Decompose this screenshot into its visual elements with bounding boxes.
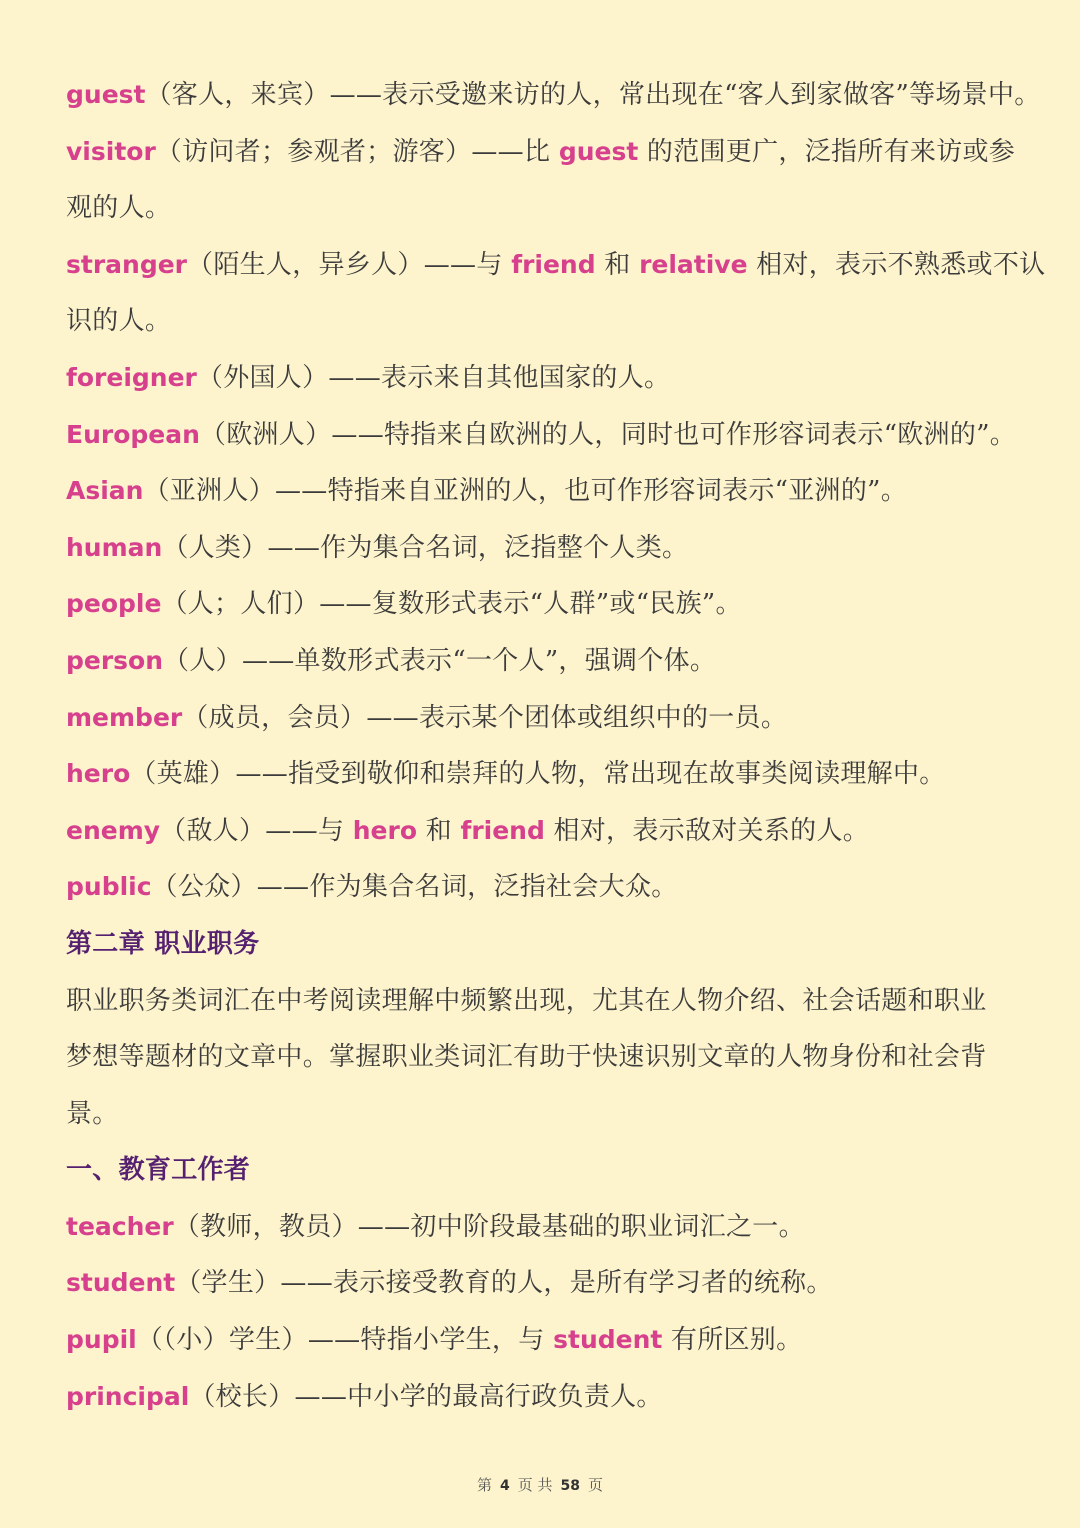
chapter-title: 第二章 职业职务 xyxy=(66,928,260,959)
definition: （访问者；参观者；游客）——比 xyxy=(155,136,559,167)
vocab-entry-guest xyxy=(66,67,1041,124)
page-footer xyxy=(0,1474,1080,1495)
vocab-entry-stranger-cont: 识的人。 xyxy=(66,306,172,337)
definition: （公众）——作为集合名词，泛指社会大众。 xyxy=(151,872,678,903)
vocab-entry-visitor xyxy=(66,124,1018,181)
definition: （（小）学生）——特指小学生，与 xyxy=(136,1325,554,1356)
definition: （人）——单数形式表示“一个人”，强调个体。 xyxy=(163,645,717,676)
document-body xyxy=(66,67,1046,1425)
vocab-entry-person xyxy=(66,633,1018,690)
footer-suffix: 页 xyxy=(588,1476,604,1494)
vocab-entry-human xyxy=(66,520,1018,577)
keyword: Asian xyxy=(66,476,144,506)
keyword: hero xyxy=(66,759,131,789)
vocab-entry-pupil xyxy=(66,1312,1018,1369)
intro-paragraph-line: 职业职务类词汇在中考阅读理解中频繁出现，尤其在人物介绍、社会话题和职业 xyxy=(66,985,987,1016)
definition: （亚洲人）——特指来自亚洲的人，也可作形容词表示“亚洲的”。 xyxy=(143,476,908,507)
definition: （教师，教员）——初中阶段最基础的职业词汇之一。 xyxy=(173,1211,805,1242)
definition: 有所区别。 xyxy=(662,1325,803,1356)
intro-paragraph-line: 梦想等题材的文章中。掌握职业类词汇有助于快速识别文章的人物身份和社会背 xyxy=(66,1042,987,1073)
keyword: human xyxy=(66,532,163,562)
vocab-entry-principal xyxy=(66,1369,1018,1426)
keyword: pupil xyxy=(66,1325,137,1355)
current-page-number: 4 xyxy=(499,1478,510,1494)
definition: （外国人）——表示来自其他国家的人。 xyxy=(196,362,671,393)
definition: 相对，表示敌对关系的人。 xyxy=(544,815,870,846)
keyword: principal xyxy=(66,1381,190,1411)
keyword: friend xyxy=(460,815,545,845)
keyword: stranger xyxy=(66,249,188,279)
section-title: 一、教育工作者 xyxy=(66,1155,251,1186)
keyword: people xyxy=(66,589,162,619)
keyword: relative xyxy=(639,249,748,279)
vocab-entry-member xyxy=(66,690,1018,747)
vocab-entry-people xyxy=(66,576,1018,633)
definition: （学生）——表示接受教育的人，是所有学习者的统称。 xyxy=(175,1268,833,1299)
definition: 和 xyxy=(417,815,461,846)
vocab-entry-visitor-cont: 观的人。 xyxy=(66,193,172,224)
keyword: teacher xyxy=(66,1211,174,1241)
keyword: friend xyxy=(511,249,596,279)
definition: （校长）——中小学的最高行政负责人。 xyxy=(189,1381,663,1412)
keyword: hero xyxy=(352,815,417,845)
keyword: student xyxy=(553,1325,663,1355)
vocab-entry-student xyxy=(66,1255,1018,1312)
keyword: guest xyxy=(66,80,146,109)
definition: （欧洲人）——特指来自欧洲的人，同时也可作形容词表示“欧洲的”。 xyxy=(199,419,1017,450)
vocab-entry-hero xyxy=(66,746,1018,803)
definition: 的范围更广，泛指所有来访或参 xyxy=(638,136,1016,167)
keyword: foreigner xyxy=(66,362,197,392)
intro-paragraph-line: 景。 xyxy=(66,1098,119,1129)
vocab-entry-public xyxy=(66,859,1018,916)
definition: 相对，表示不熟悉或不认 xyxy=(747,249,1046,280)
vocab-entry-enemy xyxy=(66,803,1018,860)
vocab-entry-european xyxy=(66,407,1018,464)
footer-middle: 页 共 xyxy=(517,1476,553,1494)
total-page-count: 58 xyxy=(560,1478,580,1494)
vocab-entry-teacher xyxy=(66,1199,1018,1256)
keyword: enemy xyxy=(66,815,161,845)
keyword: student xyxy=(66,1268,176,1298)
definition: （客人，来宾）——表示受邀来访的人，常出现在“客人到家做客”等场景中。 xyxy=(145,80,1041,110)
definition: （敌人）——与 xyxy=(160,815,353,846)
definition: （成员，会员）——表示某个团体或组织中的一员。 xyxy=(182,702,788,733)
definition: （英雄）——指受到敬仰和崇拜的人物，常出现在故事类阅读理解中。 xyxy=(130,759,946,790)
vocab-entry-foreigner xyxy=(66,350,1018,407)
definition: 和 xyxy=(595,249,640,280)
keyword: public xyxy=(66,872,152,902)
definition: （陌生人，异乡人）——与 xyxy=(187,249,512,280)
vocab-entry-stranger xyxy=(66,237,1046,294)
keyword: member xyxy=(66,702,183,732)
definition: （人；人们）——复数形式表示“人群”或“民族”。 xyxy=(161,589,742,620)
footer-prefix: 第 xyxy=(476,1476,492,1494)
keyword: European xyxy=(66,419,200,449)
keyword: guest xyxy=(558,136,639,166)
definition: （人类）——作为集合名词，泛指整个人类。 xyxy=(162,532,689,563)
keyword: person xyxy=(66,645,164,675)
vocab-entry-asian xyxy=(66,463,1018,520)
keyword: visitor xyxy=(66,136,156,166)
